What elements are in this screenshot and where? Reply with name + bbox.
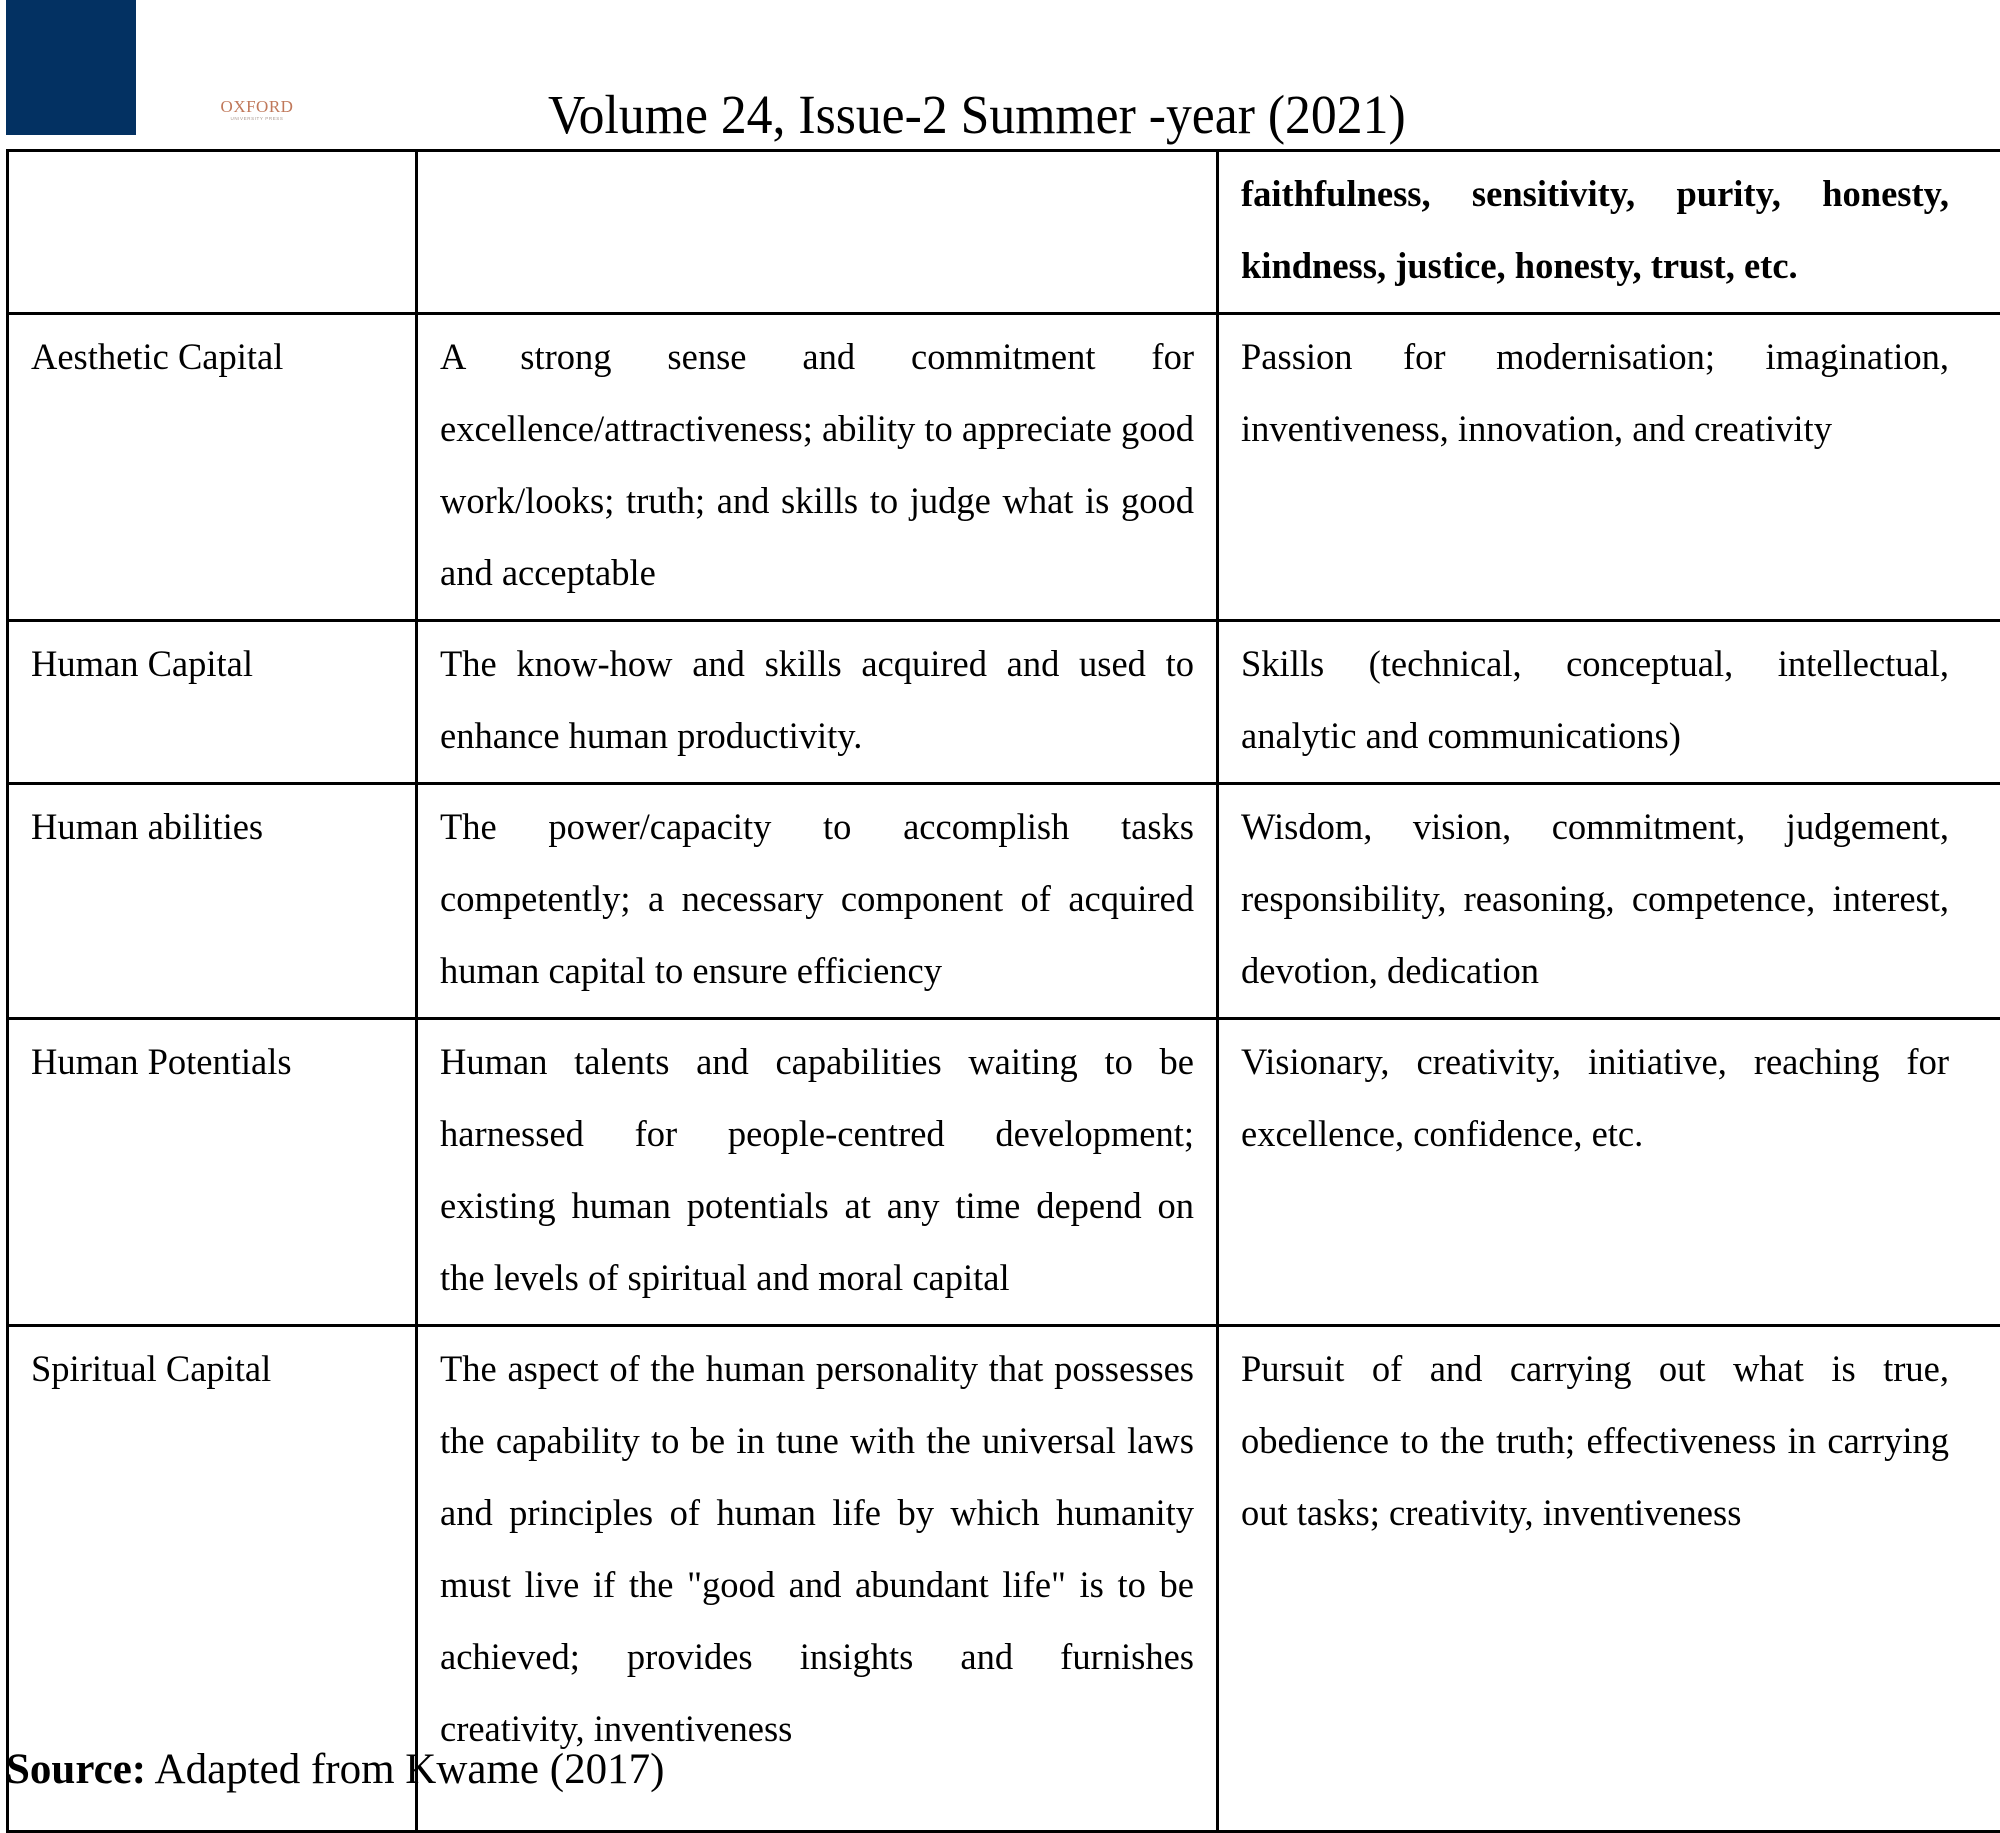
definition-cell: Human talents and capabilities waiting to be harnessed for people-centred development; existing human potentials at any time depend on the levels of spiritual and moral capital <box>417 1019 1218 1326</box>
definition-cell: The know-how and skills acquired and used to enhance human productivity. <box>417 621 1218 784</box>
term-cell: Aesthetic Capital <box>8 314 417 621</box>
attributes-cell: Pursuit of and carrying out what is true, obedience to the truth; effectiveness in carrying out tasks; creativity, inventiveness <box>1218 1326 2000 1832</box>
definition-cell: The aspect of the human personality that possesses the capability to be in tune with the universal laws and principles of human life by which humanity must live if the "good and abundant life" is to be achieved; provides insights and furnishes creativity, inventiveness <box>417 1326 1218 1832</box>
table-row <box>8 621 2000 784</box>
attributes-cell: Wisdom, vision, commitment, judgement, responsibility, reasoning, competence, interest, devotion, dedication <box>1218 784 2000 1019</box>
source-label: Source: <box>6 1746 146 1793</box>
attributes-cell: Passion for modernisation; imagination, inventiveness, innovation, and creativity <box>1218 314 2000 621</box>
definition-cell: The power/capacity to accomplish tasks competently; a necessary component of acquired human capital to ensure efficiency <box>417 784 1218 1019</box>
table-row <box>8 1019 2000 1326</box>
term-cell: Human abilities <box>8 784 417 1019</box>
attributes-cell: Skills (technical, conceptual, intellectual, analytic and communications) <box>1218 621 2000 784</box>
attributes-cell: faithfulness, sensitivity, purity, honesty, kindness, justice, honesty, trust, etc. <box>1218 151 2000 314</box>
table-row <box>8 784 2000 1019</box>
table-row <box>8 314 2000 621</box>
source-text: Adapted from Kwame (2017) <box>155 1746 665 1793</box>
journal-title: Volume 24, Issue-2 Summer -year (2021) <box>548 83 1406 147</box>
attributes-cell: Visionary, creativity, initiative, reaching for excellence, confidence, etc. <box>1218 1019 2000 1326</box>
capital-table <box>6 149 2000 1833</box>
term-cell: Spiritual Capital <box>8 1326 417 1832</box>
logo-text: OXFORD <box>212 98 302 115</box>
term-cell: Human Potentials <box>8 1019 417 1326</box>
logo-subtext: UNIVERSITY PRESS <box>212 117 302 122</box>
source-note <box>6 1746 664 1794</box>
brand-color-block <box>6 0 136 135</box>
oxford-university-press-logo <box>212 98 302 122</box>
term-cell <box>8 151 417 314</box>
definition-cell <box>417 151 1218 314</box>
table-row <box>8 151 2000 314</box>
term-cell: Human Capital <box>8 621 417 784</box>
definition-cell: A strong sense and commitment for excellence/attractiveness; ability to appreciate good work/looks; truth; and skills to judge what is good and acceptable <box>417 314 1218 621</box>
